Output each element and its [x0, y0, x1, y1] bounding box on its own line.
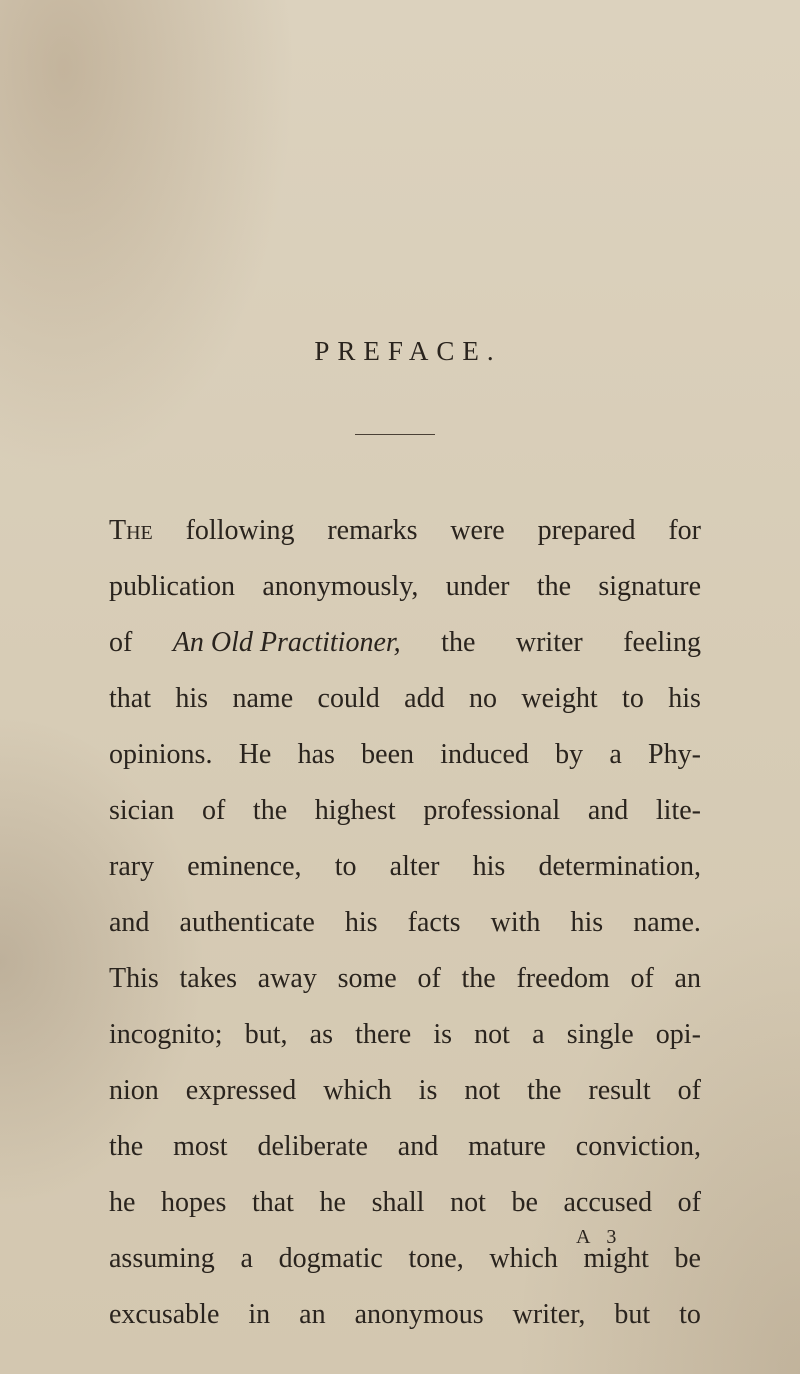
- word: writer,: [512, 1299, 586, 1330]
- word: his: [344, 907, 378, 938]
- text-line: [109, 1301, 701, 1357]
- word: which: [489, 1243, 558, 1274]
- word: an: [299, 1299, 326, 1330]
- word: the: [536, 571, 572, 602]
- word: anonymous: [354, 1299, 484, 1330]
- word: authenticate: [179, 907, 315, 938]
- word: with: [490, 907, 541, 938]
- word: expressed: [185, 1075, 297, 1106]
- word: not: [474, 1019, 510, 1050]
- word: the: [441, 627, 476, 658]
- word: his: [570, 907, 604, 938]
- word: some: [337, 963, 397, 994]
- word: a: [532, 1019, 545, 1050]
- word: weight: [521, 683, 598, 714]
- title-divider: [355, 434, 435, 435]
- text-line: [109, 1021, 701, 1077]
- text-line: [109, 685, 701, 741]
- word: add: [404, 683, 445, 714]
- word: This: [109, 963, 159, 994]
- word: He: [238, 739, 272, 770]
- word: assuming: [109, 1243, 215, 1274]
- word: nion: [109, 1075, 159, 1106]
- word: lite-: [655, 795, 701, 826]
- word: the: [527, 1075, 562, 1106]
- signature-mark: A 3: [576, 1226, 623, 1248]
- word: the: [109, 1131, 144, 1162]
- word: has: [297, 739, 335, 770]
- word: excusable: [109, 1299, 220, 1330]
- word: but,: [244, 1019, 288, 1050]
- word: of: [201, 795, 226, 826]
- word: to: [622, 683, 644, 714]
- word: of: [630, 963, 654, 994]
- word: opi-: [655, 1019, 701, 1050]
- text-line: [109, 797, 701, 853]
- word: by: [555, 739, 584, 770]
- word: of: [677, 1187, 701, 1218]
- word: eminence,: [187, 851, 302, 882]
- page-title: PREFACE.: [314, 336, 502, 366]
- text-line: [109, 573, 701, 629]
- word: Phy-: [648, 739, 701, 770]
- word: highest: [314, 795, 396, 826]
- word: the: [461, 963, 496, 994]
- text-line: [109, 517, 701, 573]
- word: a: [609, 739, 622, 770]
- text-line: [109, 1245, 701, 1301]
- word: to: [679, 1299, 701, 1330]
- word: professional: [423, 795, 561, 826]
- word: name.: [633, 907, 701, 938]
- word: following: [185, 515, 295, 546]
- word: he: [109, 1187, 136, 1218]
- word: an: [674, 963, 701, 994]
- word: is: [418, 1075, 438, 1106]
- word: been: [361, 739, 415, 770]
- word: freedom: [516, 963, 610, 994]
- word: to: [334, 851, 357, 882]
- word: takes: [179, 963, 238, 994]
- word: prepared: [537, 515, 636, 546]
- word: The: [109, 515, 153, 546]
- word: of: [417, 963, 441, 994]
- word: for: [668, 515, 701, 546]
- word: of: [677, 1075, 701, 1106]
- text-line: [109, 1133, 701, 1189]
- word: publication: [109, 571, 235, 602]
- word: determination,: [538, 851, 701, 882]
- word: the: [252, 795, 288, 826]
- word: that: [109, 683, 151, 714]
- word: dogmatic: [278, 1243, 383, 1274]
- word: induced: [440, 739, 529, 770]
- word: of: [109, 627, 133, 658]
- word: not: [450, 1187, 486, 1218]
- word: hopes: [161, 1187, 227, 1218]
- text-line: [109, 853, 701, 909]
- word: sician: [109, 795, 175, 826]
- word: remarks: [327, 515, 418, 546]
- word: there: [355, 1019, 412, 1050]
- word: be: [674, 1243, 701, 1274]
- word: were: [450, 515, 505, 546]
- word: tone,: [408, 1243, 464, 1274]
- word: incognito;: [109, 1019, 223, 1050]
- word: feeling: [623, 627, 701, 658]
- word: away: [257, 963, 317, 994]
- word: accused: [563, 1187, 653, 1218]
- word: a: [240, 1243, 253, 1274]
- word: be: [511, 1187, 538, 1218]
- word: alter: [389, 851, 440, 882]
- word: and: [587, 795, 629, 826]
- word: conviction,: [575, 1131, 701, 1162]
- word: single: [566, 1019, 634, 1050]
- word: and: [397, 1131, 439, 1162]
- word: no: [469, 683, 498, 714]
- word: name: [232, 683, 294, 714]
- word: result: [588, 1075, 651, 1106]
- word: anonymously,: [262, 571, 419, 602]
- text-line: [109, 1077, 701, 1133]
- word: opinions.: [109, 739, 213, 770]
- word: rary: [109, 851, 155, 882]
- word: signature: [598, 571, 701, 602]
- word: An Old Practitioner,: [172, 627, 401, 658]
- word: might: [583, 1243, 649, 1274]
- word: mature: [468, 1131, 546, 1162]
- text-line: [109, 629, 701, 685]
- word: his: [175, 683, 209, 714]
- word: but: [614, 1299, 651, 1330]
- word: in: [248, 1299, 271, 1330]
- word: deliberate: [257, 1131, 368, 1162]
- text-line: [109, 909, 701, 965]
- word: shall: [371, 1187, 425, 1218]
- word: most: [173, 1131, 228, 1162]
- word: his: [668, 683, 701, 714]
- word: he: [319, 1187, 346, 1218]
- word: which: [323, 1075, 392, 1106]
- word: writer: [515, 627, 583, 658]
- word: that: [251, 1187, 294, 1218]
- text-line: [109, 741, 701, 797]
- word: facts: [407, 907, 461, 938]
- word: under: [445, 571, 510, 602]
- word: as: [309, 1019, 333, 1050]
- word: and: [109, 907, 150, 938]
- word: could: [317, 683, 380, 714]
- text-line: [109, 965, 701, 1021]
- word: not: [464, 1075, 501, 1106]
- word: his: [472, 851, 506, 882]
- word: is: [433, 1019, 452, 1050]
